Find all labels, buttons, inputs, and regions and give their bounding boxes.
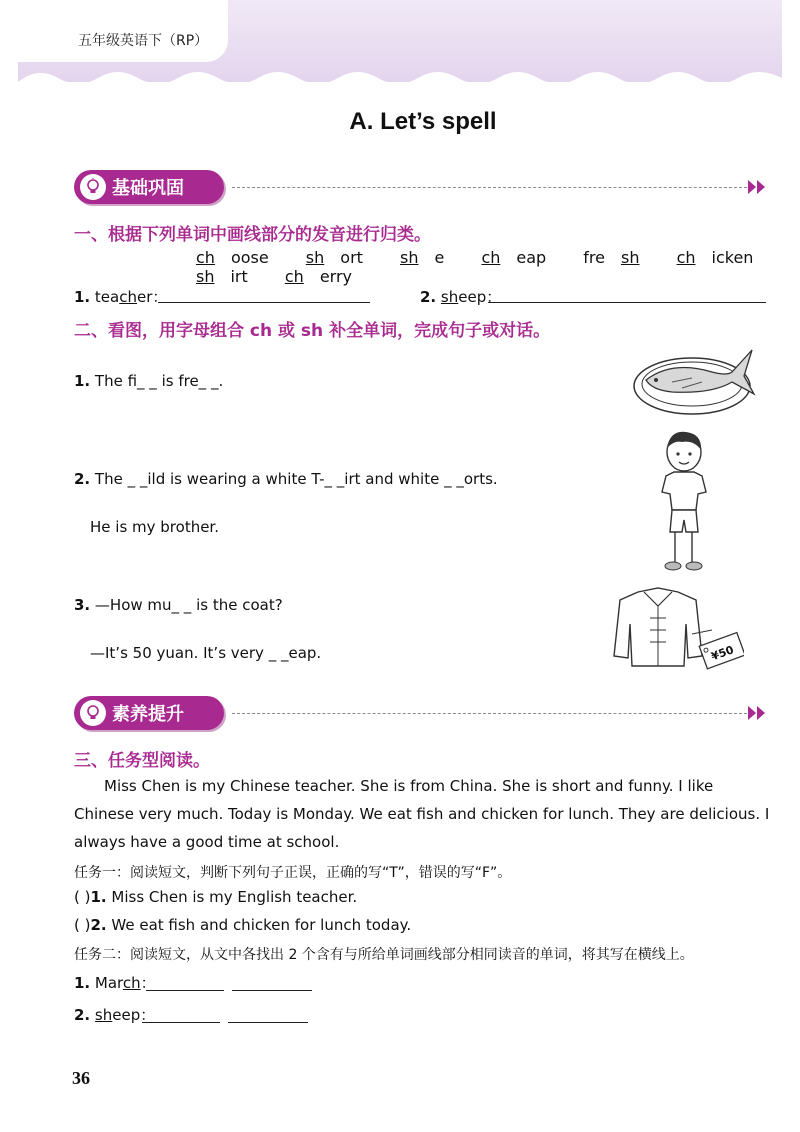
word-item: sh ort xyxy=(305,248,363,267)
answer-blank-march-1[interactable] xyxy=(146,990,224,991)
q2-sentence-2: 2. The _ _ild is wearing a white T-_ _irt and white _ _orts. xyxy=(74,470,498,488)
answer-paren[interactable]: ( ) xyxy=(74,916,91,934)
answer-blank-sheep-2[interactable] xyxy=(228,1022,308,1023)
q3-word-march: 1. March： xyxy=(74,974,156,992)
q3-word-sheep: 2. sheep： xyxy=(74,1006,156,1024)
double-arrow-icon xyxy=(748,706,768,720)
q3-heading: 三、任务型阅读。 xyxy=(74,751,210,771)
section-basic-label: 基础巩固 xyxy=(112,178,184,199)
answer-blank-march-2[interactable] xyxy=(232,990,312,991)
header-title: 五年级英语下（RP） xyxy=(78,33,209,49)
answer-blank-sheep[interactable] xyxy=(488,302,766,303)
section-basic-pill xyxy=(74,170,224,204)
answer-blank-teacher[interactable] xyxy=(158,302,370,303)
q2-heading: 二、看图，用字母组合 ch 或 sh 补全单词，完成句子或对话。 xyxy=(74,321,551,341)
word-item: ch icken xyxy=(676,248,754,267)
q1-item-sheep: 2. sheep： xyxy=(420,288,502,306)
section-advanced-divider xyxy=(232,713,747,714)
q2-sentence-2b: He is my brother. xyxy=(90,518,219,536)
q2-sentence-3b: —It’s 50 yuan. It’s very _ _eap. xyxy=(90,644,322,662)
q3-statement-2: ( )2. We eat fish and chicken for lunch today. xyxy=(74,916,412,934)
q1-item-teacher: 1. teacher： xyxy=(74,288,168,306)
answer-paren[interactable]: ( ) xyxy=(74,888,91,906)
section-advanced-pill xyxy=(74,696,224,730)
fish-plate-image xyxy=(632,342,756,418)
lightbulb-icon xyxy=(80,174,106,200)
q1-heading: 一、根据下列单词中画线部分的发音进行归类。 xyxy=(74,225,431,245)
q2-sentence-3a: 3. —How mu_ _ is the coat? xyxy=(74,596,283,614)
q3-passage: Miss Chen is my Chinese teacher. She is from China. She is short and funny. I like Chinese very much. Today is Monday. We eat fish and chicken for lunch. They are delicious. I always have a good time at school. xyxy=(74,777,770,851)
header-wave-decoration xyxy=(18,60,782,90)
word-item: fre sh xyxy=(583,248,640,267)
page-number: 36 xyxy=(72,1068,90,1088)
word-item: sh e xyxy=(400,248,445,267)
price-tag-label: ¥50 xyxy=(709,643,736,664)
word-item: ch eap xyxy=(481,248,547,267)
word-item: ch oose xyxy=(196,248,269,267)
q2-sentence-1: 1. The fi_ _ is fre_ _. xyxy=(74,372,224,390)
boy-image xyxy=(652,428,716,578)
word-item: sh irt xyxy=(196,267,248,286)
word-item: ch erry xyxy=(284,267,352,286)
q3-task1: 任务一：阅读短文，判断下列句子正误，正确的写“T”，错误的写“F”。 xyxy=(74,865,512,881)
answer-blank-sheep-1[interactable] xyxy=(142,1022,220,1023)
q1-word-bank xyxy=(196,248,800,286)
coat-image xyxy=(608,584,744,680)
lightbulb-icon xyxy=(80,700,106,726)
page-title: A. Let’s spell xyxy=(349,108,497,135)
section-basic-divider xyxy=(232,187,747,188)
q3-task2: 任务二：阅读短文，从文中各找出 2 个含有与所给单词画线部分相同读音的单词，将其写在横线上。 xyxy=(74,947,694,963)
q3-statement-1: ( )1. Miss Chen is my English teacher. xyxy=(74,888,358,906)
section-advanced-label: 素养提升 xyxy=(112,704,184,725)
double-arrow-icon xyxy=(748,180,768,194)
